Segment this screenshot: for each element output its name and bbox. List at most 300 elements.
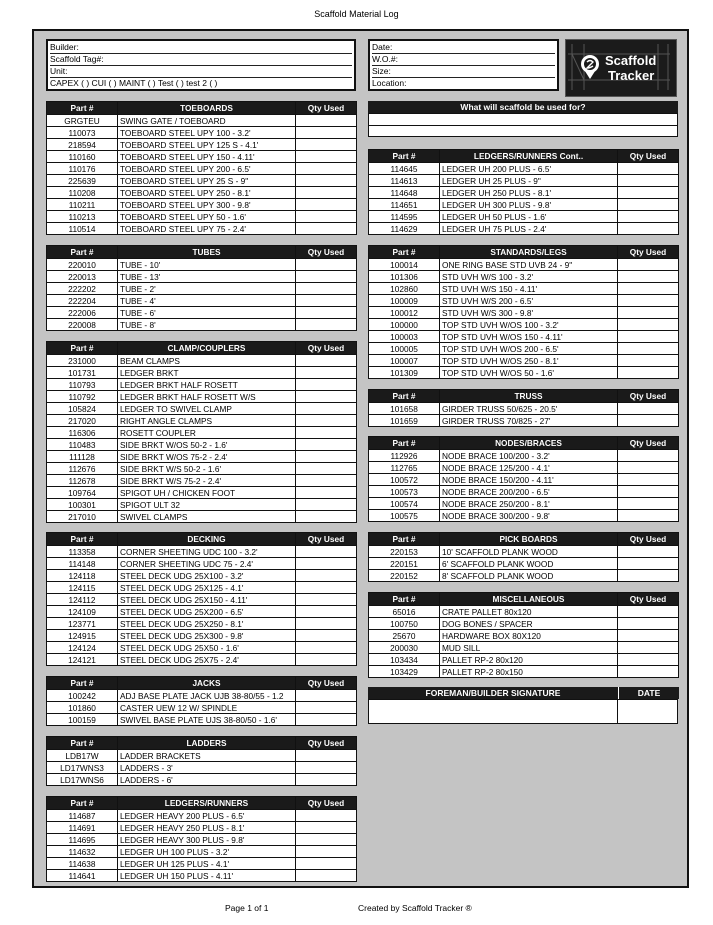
qty-used-cell[interactable] — [618, 175, 679, 187]
table-row — [47, 127, 357, 139]
qty-used-cell[interactable] — [296, 618, 357, 630]
part-number: 231000 — [47, 355, 118, 367]
part-number: 101309 — [369, 367, 440, 379]
qty-used-cell[interactable] — [296, 690, 357, 702]
table-row — [369, 271, 679, 283]
table-row — [369, 642, 679, 654]
item-description: DOG BONES / SPACER — [440, 618, 618, 630]
item-description: TOEBOARD STEEL UPY 300 - 9.8' — [118, 199, 296, 211]
size-field[interactable]: Size: — [372, 65, 555, 78]
date-header: DATE — [618, 687, 679, 699]
table-row — [47, 403, 357, 415]
section-title: CLAMP/COUPLERS — [118, 342, 296, 355]
item-description: NODE BRACE 300/200 - 9.8' — [440, 510, 618, 522]
qty-used-cell[interactable] — [296, 199, 357, 211]
qty-used-cell[interactable] — [618, 630, 679, 642]
qty-used-cell[interactable] — [296, 187, 357, 199]
table-row — [47, 451, 357, 463]
item-description: ROSETT COUPLER — [118, 427, 296, 439]
item-description: NODE BRACE 250/200 - 8.1' — [440, 498, 618, 510]
qty-used-cell[interactable] — [296, 570, 357, 582]
qty-col-header: Qty Used — [618, 437, 679, 450]
part-number: 110073 — [47, 127, 118, 139]
decking-table — [46, 532, 357, 666]
part-number: 217020 — [47, 415, 118, 427]
part-number: 101659 — [369, 415, 440, 427]
logo-text-1: Scaffold — [605, 53, 657, 68]
qty-used-cell[interactable] — [618, 654, 679, 666]
table-row — [47, 115, 357, 127]
qty-used-cell[interactable] — [296, 654, 357, 666]
qty-used-cell[interactable] — [296, 355, 357, 367]
qty-used-cell[interactable] — [618, 319, 679, 331]
part-number: 220008 — [47, 319, 118, 331]
section-title: MISCELLANEOUS — [440, 593, 618, 606]
part-number: 200030 — [369, 642, 440, 654]
qty-col-header: Qty Used — [618, 246, 679, 259]
part-number: 100007 — [369, 355, 440, 367]
item-description: LEDGER UH 250 PLUS - 8.1' — [440, 187, 618, 199]
table-row — [47, 690, 357, 702]
qty-used-cell[interactable] — [618, 283, 679, 295]
part-col-header: Part # — [47, 533, 118, 546]
item-description: TOEBOARD STEEL UPY 75 - 2.4' — [118, 223, 296, 235]
item-description: STEEL DECK UDG 25X125 - 4.1' — [118, 582, 296, 594]
tubes-table — [46, 245, 357, 331]
scaffold-tag-field[interactable]: Scaffold Tag#: — [50, 53, 352, 66]
signature-date-field[interactable] — [617, 699, 678, 724]
table-row — [47, 630, 357, 642]
qty-used-cell[interactable] — [296, 846, 357, 858]
part-col-header: Part # — [369, 437, 440, 450]
qty-used-cell[interactable] — [618, 163, 679, 175]
item-description: TOEBOARD STEEL UPY 250 - 8.1' — [118, 187, 296, 199]
table-row — [47, 750, 357, 762]
part-number: 110160 — [47, 151, 118, 163]
part-number: 220013 — [47, 271, 118, 283]
table-row — [47, 391, 357, 403]
item-description: TUBE - 6' — [118, 307, 296, 319]
qty-used-cell[interactable] — [296, 582, 357, 594]
part-number: 110514 — [47, 223, 118, 235]
qty-used-cell[interactable] — [296, 487, 357, 499]
item-description: LEDGER BRKT HALF ROSETT — [118, 379, 296, 391]
qty-used-cell[interactable] — [618, 474, 679, 486]
part-number: 112678 — [47, 475, 118, 487]
item-description: LEDGER UH 300 PLUS - 9.8' — [440, 199, 618, 211]
table-row — [369, 367, 679, 379]
qty-used-cell[interactable] — [618, 606, 679, 618]
signature-field[interactable] — [368, 699, 618, 724]
part-number: 110213 — [47, 211, 118, 223]
item-description: TOP STD UVH W/OS 150 - 4.11' — [440, 331, 618, 343]
misc-table — [368, 592, 679, 678]
qty-used-cell[interactable] — [296, 834, 357, 846]
qty-used-cell[interactable] — [296, 822, 357, 834]
qty-used-cell[interactable] — [296, 163, 357, 175]
part-number: 114695 — [47, 834, 118, 846]
part-number: 114687 — [47, 810, 118, 822]
section-title: TUBES — [118, 246, 296, 259]
item-description: STEEL DECK UDG 25X200 - 6.5' — [118, 606, 296, 618]
qty-used-cell[interactable] — [296, 367, 357, 379]
footer-created: Created by Scaffold Tracker ® — [358, 903, 472, 913]
qty-used-cell[interactable] — [618, 403, 679, 415]
qty-used-cell[interactable] — [296, 762, 357, 774]
table-row — [47, 187, 357, 199]
part-number: 218594 — [47, 139, 118, 151]
ledgers-cont-table — [368, 149, 679, 235]
table-row — [47, 810, 357, 822]
table-row — [369, 283, 679, 295]
item-description: SWING GATE / TOEBOARD — [118, 115, 296, 127]
part-number: LDB17W — [47, 750, 118, 762]
table-row — [369, 175, 679, 187]
date-field[interactable]: Date: — [372, 41, 555, 54]
qty-used-cell[interactable] — [618, 570, 679, 582]
part-number: 220151 — [369, 558, 440, 570]
item-description: LEDGER UH 200 PLUS - 6.5' — [440, 163, 618, 175]
table-row — [47, 499, 357, 511]
part-number: GRGTEU — [47, 115, 118, 127]
location-field[interactable]: Location: — [372, 78, 407, 88]
qty-used-cell[interactable] — [296, 499, 357, 511]
part-number: 100009 — [369, 295, 440, 307]
part-number: 100750 — [369, 618, 440, 630]
part-col-header: Part # — [47, 797, 118, 810]
qty-used-cell[interactable] — [296, 175, 357, 187]
qty-used-cell[interactable] — [296, 463, 357, 475]
qty-used-cell[interactable] — [296, 211, 357, 223]
item-description: LEDGER UH 125 PLUS - 4.1' — [118, 858, 296, 870]
item-description: LADDERS - 3' — [118, 762, 296, 774]
item-description: ONE RING BASE STD UVB 24 - 9" — [440, 259, 618, 271]
jacks-table — [46, 676, 357, 726]
table-header-row — [47, 102, 357, 115]
item-description: TUBE - 8' — [118, 319, 296, 331]
item-description: 10' SCAFFOLD PLANK WOOD — [440, 546, 618, 558]
item-description: STEEL DECK UDG 25X250 - 8.1' — [118, 618, 296, 630]
usage-header: What will scaffold be used for? — [368, 101, 678, 113]
part-number: 100000 — [369, 319, 440, 331]
table-row — [47, 654, 357, 666]
qty-used-cell[interactable] — [296, 403, 357, 415]
part-col-header: Part # — [369, 246, 440, 259]
table-row — [47, 199, 357, 211]
signature-header: FOREMAN/BUILDER SIGNATURE — [368, 687, 618, 699]
table-header-row — [47, 737, 357, 750]
qty-used-cell[interactable] — [296, 415, 357, 427]
item-description: TOEBOARD STEEL UPY 100 - 3.2' — [118, 127, 296, 139]
table-row — [47, 379, 357, 391]
item-description: STEEL DECK UDG 25X50 - 1.6' — [118, 642, 296, 654]
builder-field[interactable]: Builder: — [50, 41, 352, 54]
table-row — [47, 606, 357, 618]
part-number: 217010 — [47, 511, 118, 523]
part-number: 124915 — [47, 630, 118, 642]
part-col-header: Part # — [47, 246, 118, 259]
table-row — [369, 546, 679, 558]
item-description: LEDGER BRKT — [118, 367, 296, 379]
item-description: CORNER SHEETING UDC 100 - 3.2' — [118, 546, 296, 558]
qty-used-cell[interactable] — [618, 450, 679, 462]
qty-used-cell[interactable] — [296, 546, 357, 558]
qty-used-cell[interactable] — [296, 642, 357, 654]
table-row — [369, 666, 679, 678]
item-description: LEDGER HEAVY 250 PLUS - 8.1' — [118, 822, 296, 834]
qty-col-header: Qty Used — [296, 737, 357, 750]
part-number: 112926 — [369, 450, 440, 462]
table-row — [369, 223, 679, 235]
item-description: 8' SCAFFOLD PLANK WOOD — [440, 570, 618, 582]
qty-used-cell[interactable] — [618, 223, 679, 235]
part-number: 110793 — [47, 379, 118, 391]
qty-used-cell[interactable] — [296, 511, 357, 523]
part-number: 100242 — [47, 690, 118, 702]
table-header-row — [369, 593, 679, 606]
section-title: STANDARDS/LEGS — [440, 246, 618, 259]
item-description: TUBE - 4' — [118, 295, 296, 307]
qty-used-cell[interactable] — [296, 379, 357, 391]
table-row — [369, 474, 679, 486]
part-number: 112676 — [47, 463, 118, 475]
qty-used-cell[interactable] — [618, 642, 679, 654]
part-number: 100575 — [369, 510, 440, 522]
section-title: LEDGERS/RUNNERS Cont.. — [440, 150, 618, 163]
wo-field[interactable]: W.O.#: — [372, 53, 555, 66]
qty-used-cell[interactable] — [296, 271, 357, 283]
item-description: TOEBOARD STEEL UPY 125 S - 4.1' — [118, 139, 296, 151]
logo-text-2: Tracker — [608, 68, 655, 83]
qty-used-cell[interactable] — [296, 870, 357, 882]
item-description: TOEBOARD STEEL UPY 200 - 6.5' — [118, 163, 296, 175]
qty-used-cell[interactable] — [618, 462, 679, 474]
part-number: 111128 — [47, 451, 118, 463]
qty-col-header: Qty Used — [296, 342, 357, 355]
job-info-box — [46, 39, 356, 91]
table-row — [47, 427, 357, 439]
part-number: 110792 — [47, 391, 118, 403]
item-description: SPIGOT UH / CHICKEN FOOT — [118, 487, 296, 499]
item-description: NODE BRACE 125/200 - 4.1' — [440, 462, 618, 474]
table-row — [47, 319, 357, 331]
part-col-header: Part # — [47, 737, 118, 750]
part-number: 110211 — [47, 199, 118, 211]
item-description: TOEBOARD STEEL UPY 25 S - 9" — [118, 175, 296, 187]
part-number: 101731 — [47, 367, 118, 379]
qty-used-cell[interactable] — [618, 415, 679, 427]
part-number: 100005 — [369, 343, 440, 355]
qty-used-cell[interactable] — [296, 223, 357, 235]
part-number: 114645 — [369, 163, 440, 175]
qty-used-cell[interactable] — [618, 259, 679, 271]
item-description: 6' SCAFFOLD PLANK WOOD — [440, 558, 618, 570]
qty-used-cell[interactable] — [618, 199, 679, 211]
table-row — [369, 510, 679, 522]
item-description: LEDGER UH 100 PLUS - 3.2' — [118, 846, 296, 858]
qty-used-cell[interactable] — [618, 307, 679, 319]
qty-used-cell[interactable] — [618, 618, 679, 630]
table-row — [47, 487, 357, 499]
qty-col-header: Qty Used — [618, 390, 679, 403]
item-description: STEEL DECK UDG 25X75 - 2.4' — [118, 654, 296, 666]
part-number: 113358 — [47, 546, 118, 558]
table-header-row — [369, 390, 679, 403]
item-description: LEDGER UH 25 PLUS - 9" — [440, 175, 618, 187]
qty-col-header: Qty Used — [618, 593, 679, 606]
qty-used-cell[interactable] — [618, 510, 679, 522]
qty-used-cell[interactable] — [296, 139, 357, 151]
ladders-table — [46, 736, 357, 786]
item-description: SPIGOT ULT 32 — [118, 499, 296, 511]
part-number: 114632 — [47, 846, 118, 858]
pickboards-table — [368, 532, 679, 582]
table-header-row — [47, 246, 357, 259]
item-description: SIDE BRKT W/OS 50-2 - 1.6' — [118, 439, 296, 451]
date-info-box — [368, 39, 559, 91]
item-description: TOP STD UVH W/OS 250 - 8.1' — [440, 355, 618, 367]
qty-used-cell[interactable] — [618, 486, 679, 498]
part-number: 101306 — [369, 271, 440, 283]
item-description: BEAM CLAMPS — [118, 355, 296, 367]
qty-used-cell[interactable] — [296, 594, 357, 606]
item-description: TUBE - 10' — [118, 259, 296, 271]
qty-used-cell[interactable] — [618, 666, 679, 678]
qty-used-cell[interactable] — [296, 391, 357, 403]
item-description: STD UVH W/S 300 - 9.8' — [440, 307, 618, 319]
item-description: SWIVEL CLAMPS — [118, 511, 296, 523]
table-row — [47, 858, 357, 870]
table-row — [369, 163, 679, 175]
item-description: LEDGER UH 50 PLUS - 1.6' — [440, 211, 618, 223]
table-header-row — [369, 150, 679, 163]
qty-used-cell[interactable] — [296, 439, 357, 451]
part-number: LD17WNS3 — [47, 762, 118, 774]
qty-used-cell[interactable] — [618, 211, 679, 223]
qty-used-cell[interactable] — [296, 702, 357, 714]
table-header-row — [47, 533, 357, 546]
section-title: TRUSS — [440, 390, 618, 403]
item-description: STEEL DECK UDG 25X150 - 4.11' — [118, 594, 296, 606]
qty-used-cell[interactable] — [296, 558, 357, 570]
part-number: 100012 — [369, 307, 440, 319]
table-row — [47, 415, 357, 427]
qty-used-cell[interactable] — [618, 558, 679, 570]
part-number: 101658 — [369, 403, 440, 415]
table-row — [47, 283, 357, 295]
qty-used-cell[interactable] — [296, 295, 357, 307]
section-title: TOEBOARDS — [118, 102, 296, 115]
qty-used-cell[interactable] — [296, 858, 357, 870]
part-number: 114648 — [369, 187, 440, 199]
qty-col-header: Qty Used — [296, 246, 357, 259]
table-row — [47, 594, 357, 606]
item-description: MUD SILL — [440, 642, 618, 654]
qty-used-cell[interactable] — [618, 498, 679, 510]
part-col-header: Part # — [369, 150, 440, 163]
table-header-row — [369, 246, 679, 259]
table-row — [369, 307, 679, 319]
part-number: 222006 — [47, 307, 118, 319]
qty-used-cell[interactable] — [296, 810, 357, 822]
table-row — [47, 546, 357, 558]
qty-used-cell[interactable] — [618, 343, 679, 355]
qty-used-cell[interactable] — [296, 151, 357, 163]
table-row — [369, 415, 679, 427]
table-row — [369, 331, 679, 343]
item-description: LEDGER UH 150 PLUS - 4.11' — [118, 870, 296, 882]
item-description: TOP STD UVH W/OS 50 - 1.6' — [440, 367, 618, 379]
part-number: 100014 — [369, 259, 440, 271]
item-description: NODE BRACE 100/200 - 3.2' — [440, 450, 618, 462]
item-description: TOEBOARD STEEL UPY 50 - 1.6' — [118, 211, 296, 223]
qty-used-cell[interactable] — [296, 283, 357, 295]
qty-used-cell[interactable] — [296, 307, 357, 319]
qty-used-cell[interactable] — [296, 115, 357, 127]
part-number: 110483 — [47, 439, 118, 451]
part-number: 112765 — [369, 462, 440, 474]
part-number: 100003 — [369, 331, 440, 343]
item-description: STD UVH W/S 150 - 4.11' — [440, 283, 618, 295]
item-description: LEDGER HEAVY 300 PLUS - 9.8' — [118, 834, 296, 846]
qty-used-cell[interactable] — [618, 355, 679, 367]
qty-used-cell[interactable] — [296, 319, 357, 331]
qty-used-cell[interactable] — [618, 295, 679, 307]
part-number: 124112 — [47, 594, 118, 606]
item-description: TUBE - 13' — [118, 271, 296, 283]
qty-used-cell[interactable] — [296, 606, 357, 618]
qty-used-cell[interactable] — [296, 427, 357, 439]
qty-used-cell[interactable] — [296, 630, 357, 642]
item-description: LEDGER UH 75 PLUS - 2.4' — [440, 223, 618, 235]
table-row — [47, 834, 357, 846]
part-number: 225639 — [47, 175, 118, 187]
qty-used-cell[interactable] — [296, 127, 357, 139]
item-description: SIDE BRKT W/S 75-2 - 2.4' — [118, 475, 296, 487]
qty-used-cell[interactable] — [296, 750, 357, 762]
part-number: 65016 — [369, 606, 440, 618]
qty-used-cell[interactable] — [296, 259, 357, 271]
table-row — [47, 463, 357, 475]
qty-used-cell[interactable] — [618, 331, 679, 343]
table-row — [47, 439, 357, 451]
section-title: JACKS — [118, 677, 296, 690]
qty-used-cell[interactable] — [296, 475, 357, 487]
part-number: 110208 — [47, 187, 118, 199]
qty-used-cell[interactable] — [618, 546, 679, 558]
table-row — [47, 558, 357, 570]
qty-used-cell[interactable] — [618, 367, 679, 379]
table-row — [369, 187, 679, 199]
qty-used-cell[interactable] — [296, 714, 357, 726]
qty-used-cell[interactable] — [618, 271, 679, 283]
qty-used-cell[interactable] — [618, 187, 679, 199]
table-row — [47, 355, 357, 367]
part-number: 101860 — [47, 702, 118, 714]
qty-used-cell[interactable] — [296, 774, 357, 786]
usage-field[interactable] — [368, 113, 678, 137]
table-row — [369, 498, 679, 510]
table-row — [369, 462, 679, 474]
unit-field[interactable]: Unit: — [50, 65, 352, 78]
section-title: PICK BOARDS — [440, 533, 618, 546]
work-type-field[interactable]: CAPEX ( ) CUI ( ) MAINT ( ) Test ( ) test 2 ( ) — [50, 78, 218, 88]
part-number: 114651 — [369, 199, 440, 211]
part-number: 220010 — [47, 259, 118, 271]
qty-used-cell[interactable] — [296, 451, 357, 463]
table-row — [47, 846, 357, 858]
item-description: LADDER BRACKETS — [118, 750, 296, 762]
